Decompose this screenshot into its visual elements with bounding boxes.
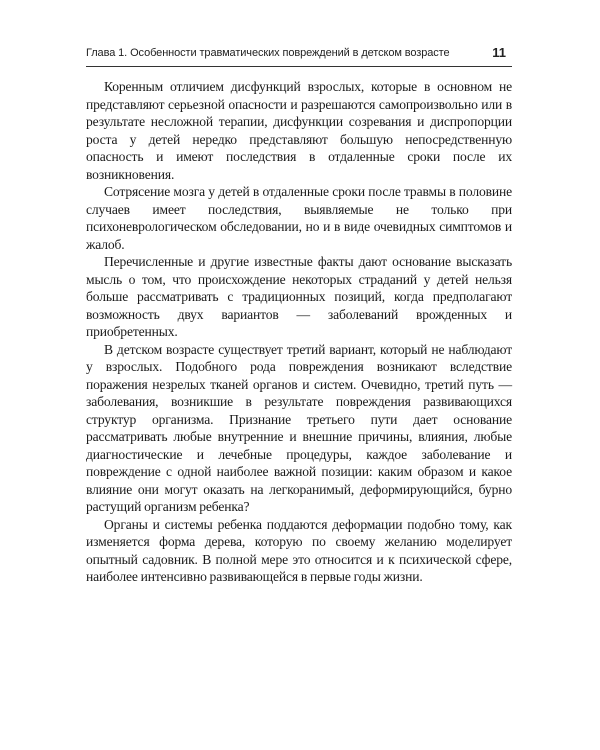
- running-header: [86, 44, 512, 64]
- paragraph: Коренным отличием дисфункций взрослых, которые в основном не представляют серьезной опасности и разрешаются самопроизвольно или в результате несложной терапии, дисфункции созревания и диспропорции роста у детей нередко представляют большую непосредственную опасность и имеют последствия в отдаленные сроки после их возникновения.: [86, 79, 512, 182]
- paragraph: Органы и системы ребенка поддаются деформации подобно тому, как изменяется форма дерева, которую по своему желанию моделирует опытный садовник. В полной мере это относится и к психической сфере, наиболее интенсивно развивающейся в первые годы жизни.: [86, 516, 512, 584]
- paragraph: Сотрясение мозга у детей в отдаленные сроки после травмы в половине случаев имеет последствия, выявляемые не только при психоневрологическом обследовании, но и в виде очевидных симптомов и жалоб.: [86, 184, 512, 252]
- paragraph: В детском возрасте существует третий вариант, который не наблюдают у взрослых. Подобного рода повреждения возникают вследствие поражения незрелых тканей органов и систем. Очевидно, третий путь — заболевания, возникшие в результате повреждения развивающихся структур организма. Признание третьего пути дает основание рассматривать любые внутренние и внешние причины, влияния, любые диагностические и лечебные процедуры, каждое заболевание и повреждение с одной наиболее важной позиции: каким образом и какое влияние они могут оказать на легкоранимый, деформирующийся, бурно растущий организм ребенка?: [86, 341, 512, 514]
- body-text: [86, 78, 512, 586]
- page-number: 11: [492, 45, 506, 60]
- header-divider: [86, 66, 512, 67]
- chapter-title: Глава 1. Особенности травматических повреждений в детском возрасте: [86, 47, 450, 59]
- paragraph: Перечисленные и другие известные факты дают основание высказать мысль о том, что происхождение некоторых страданий у детей нельзя больше рассматривать с традиционных позиций, когда предполагают возможность двух вариантов — заболеваний врожденных и приобретенных.: [86, 254, 512, 339]
